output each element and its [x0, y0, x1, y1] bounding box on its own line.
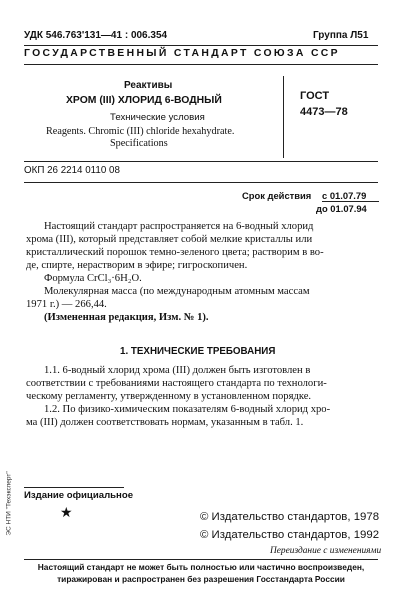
molecular-mass-line2: 1971 г.) — 266,44. — [26, 299, 107, 310]
state-standard-banner: ГОСУДАРСТВЕННЫЙ СТАНДАРТ СОЮЗА ССР — [24, 48, 340, 59]
validity-label: Срок действия — [242, 190, 312, 201]
title-rule — [24, 161, 378, 162]
side-stamp: ЭС НТИ "Техэксперт" — [5, 471, 13, 536]
formula-line: Формула CrCl₃·6H₂O. — [44, 273, 142, 284]
udk-code: УДК 546.763'131—41 : 006.354 — [24, 30, 168, 41]
gost-number: 4473—78 — [300, 106, 348, 118]
star-icon: ★ — [60, 506, 73, 521]
gost-divider — [283, 76, 284, 158]
section-paragraph-1 — [26, 364, 382, 429]
section-heading: 1. ТЕХНИЧЕСКИЕ ТРЕБОВАНИЯ — [120, 346, 276, 357]
header-rule-bottom — [24, 64, 378, 65]
section-line: 1.2. По физико-химическим показателям 6-водный хлорид хро- — [44, 404, 331, 415]
copyright-1978: © Издательство стандартов, 1978 — [200, 511, 380, 523]
validity-from: с 01.07.79 — [322, 190, 367, 201]
group-code: Группа Л51 — [313, 30, 369, 41]
reproduction-notice-line2: тиражирован и распространен без разрешения Госстандарта России — [57, 574, 345, 584]
reproduction-notice-line1: Настоящий стандарт не может быть полностью или частично воспроизведен, — [37, 562, 365, 572]
category-label: Реактивы — [124, 80, 173, 91]
document-subtitle: Технические условия — [110, 112, 205, 123]
footer-rule-short — [24, 487, 124, 488]
english-title-line2: Specifications — [110, 138, 168, 149]
validity-to: до 01.07.94 — [316, 203, 367, 214]
okp-rule — [24, 182, 378, 183]
document-title: ХРОМ (III) ХЛОРИД 6-ВОДНЫЙ — [66, 95, 222, 106]
header-rule-top — [24, 45, 378, 46]
section-line: 1.1. 6-водный хлорид хрома (III) должен быть изготовлен в — [44, 365, 311, 376]
molecular-mass-line1: Молекулярная масса (по международным атомным массам — [44, 286, 310, 297]
validity-rule — [322, 201, 379, 202]
section-line: ма (III) должен соответствовать нормам, указанным в табл. 1. — [26, 417, 304, 428]
copyright-1992: © Издательство стандартов, 1992 — [200, 529, 380, 541]
okp-code: ОКП 26 2214 0110 08 — [24, 165, 120, 176]
intro-line: де, спирте, нерастворим в эфире; гигроскопичен. — [26, 260, 248, 271]
reprint-note: Переиздание с изменениями — [270, 546, 382, 556]
official-edition: Издание официальное — [24, 490, 134, 501]
intro-line: Настоящий стандарт распространяется на 6-водный хлорид — [44, 221, 314, 232]
intro-line: кристаллический порошок темно-зеленого цвета; растворим в во- — [26, 247, 324, 258]
section-line: соответствии с требованиями настоящего стандарта по технологи- — [26, 378, 327, 389]
intro-line: хрома (III), который представляет собой мелкие кристаллы или — [26, 234, 313, 245]
amendment-note: (Измененная редакция, Изм. № 1). — [44, 312, 209, 323]
gost-label: ГОСТ — [300, 90, 330, 102]
footer-rule — [24, 559, 378, 560]
section-line: ческому регламенту, утвержденному в установленном порядке. — [26, 391, 312, 402]
intro-paragraph — [26, 220, 382, 324]
english-title-line1: Reagents. Chromic (III) chloride hexahydrate. — [46, 126, 235, 137]
